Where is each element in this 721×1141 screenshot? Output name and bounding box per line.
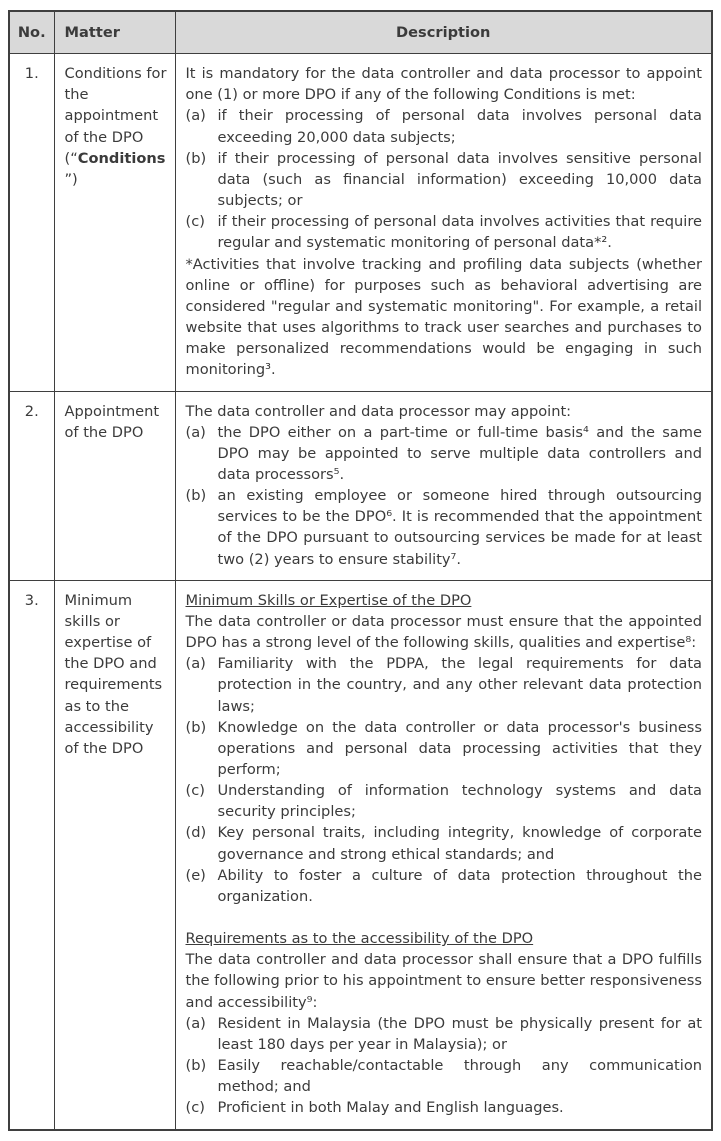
list-item-label: (c): [185, 1099, 205, 1117]
list-item: [186, 422, 703, 485]
list-item: [186, 485, 703, 570]
matter-cell: [54, 580, 175, 1129]
description-intro: The data controller and data processor shall ensure that a DPO fulfills the following prior to his appointment to ensure better responsiveness and accessibility⁹:: [185, 951, 702, 1011]
description-cell: [175, 54, 712, 391]
header-no: No.: [9, 11, 54, 54]
matter-defined-term: (“Conditions”): [64, 149, 166, 188]
row-number: 2.: [9, 391, 54, 580]
description-intro: The data controller and data processor may appoint:: [185, 402, 572, 420]
list-item-label: (b): [185, 1057, 207, 1075]
list-item-text: Understanding of information technology systems and data security principles;: [217, 782, 702, 821]
list-item-label: (a): [185, 423, 206, 441]
list-item-label: (a): [185, 655, 206, 673]
row-number: 3.: [9, 580, 54, 1129]
dpo-requirements-table: [8, 10, 713, 1131]
list-item-label: (c): [185, 782, 205, 800]
list-item-text: Proficient in both Malay and English languages.: [217, 1099, 564, 1117]
list-item-text: if their processing of personal data involves sensitive personal data (such as financial information) exceeding 10,000 data subjects; or: [217, 149, 702, 210]
list-item-label: (c): [185, 213, 205, 231]
list-item: [186, 105, 703, 147]
list-item-text: if their processing of personal data involves activities that require regular and systematic monitoring of personal data*².: [217, 213, 702, 252]
list-item: [186, 865, 703, 907]
table-row-3: [9, 580, 712, 1129]
list-item-label: (b): [185, 718, 207, 736]
list-item-text: Easily reachable/contactable through any communication method; and: [217, 1057, 702, 1096]
footnote-paragraph: *Activities that involve tracking and profiling data subjects (whether online or offline) for purposes such as behavioral advertising are considered "regular and systematic monitoring". For example, a retail website that uses algorithms to track user searches and purchases to make personalized recommendations would be engaging in such monitoring³.: [185, 255, 702, 379]
list-item-label: (b): [185, 149, 207, 167]
list-item-label: (a): [185, 107, 206, 125]
header-matter: Matter: [54, 11, 175, 54]
list-item: [186, 780, 703, 822]
matter-text: Minimum skills or expertise of the DPO and requirements as to the accessibility of the DPO: [64, 591, 163, 757]
matter-cell: [54, 54, 175, 391]
list-item-text: if their processing of personal data involves personal data exceeding 20,000 data subjects;: [217, 107, 702, 146]
list-item: [186, 1013, 703, 1055]
list-item: [186, 148, 703, 211]
list-item: [186, 211, 703, 253]
description-intro: The data controller or data processor must ensure that the appointed DPO has a strong level of the following skills, qualities and expertise⁸:: [185, 612, 702, 652]
list-item-text: an existing employee or someone hired through outsourcing services to be the DPO⁶. It is recommended that the appointment of the DPO pursuant to outsourcing services be made for at least two (2) years to ensure stability⁷.: [217, 487, 702, 568]
description-cell: [175, 391, 712, 580]
list-item-label: (a): [185, 1014, 206, 1032]
list-item-text: Ability to foster a culture of data protection throughout the organization.: [217, 866, 702, 905]
list-item-text: Knowledge on the data controller or data processor's business operations and personal data processing activities that they perform;: [217, 718, 702, 778]
list-item: [186, 717, 703, 780]
header-description: Description: [175, 11, 712, 54]
list-item-text: Familiarity with the PDPA, the legal requirements for data protection in the country, and any other relevant data protection laws;: [217, 655, 702, 715]
section-heading-accessibility: Requirements as to the accessibility of the DPO: [185, 930, 534, 948]
blank-line: [186, 907, 703, 928]
table-header-row: [9, 11, 712, 54]
list-item-text: Key personal traits, including integrity, knowledge of corporate governance and strong ethical standards; and: [217, 824, 702, 863]
matter-text: Conditions for the appointment of the DPO: [64, 65, 167, 146]
table-row-2: [9, 391, 712, 580]
section-heading-skills: Minimum Skills or Expertise of the DPO: [185, 591, 472, 609]
list-item: [186, 653, 703, 716]
matter-cell: [54, 391, 175, 580]
list-item-label: (d): [185, 824, 207, 842]
description-intro: It is mandatory for the data controller and data processor to appoint one (1) or more DPO if any of the following Conditions is met:: [185, 65, 702, 104]
list-item-text: the DPO either on a part-time or full-time basis⁴ and the same DPO may be appointed to serve multiple data controllers and data processors⁵.: [217, 423, 702, 483]
matter-text: Appointment of the DPO: [64, 402, 160, 441]
description-cell: [175, 580, 712, 1129]
table-row-1: [9, 54, 712, 391]
list-item: [186, 822, 703, 864]
list-item-text: Resident in Malaysia (the DPO must be physically present for at least 180 days per year in Malaysia); or: [217, 1014, 702, 1053]
list-item-label: (b): [185, 487, 207, 505]
list-item: [186, 1097, 703, 1118]
list-item: [186, 1055, 703, 1097]
row-number: 1.: [9, 54, 54, 391]
list-item-label: (e): [185, 866, 206, 884]
